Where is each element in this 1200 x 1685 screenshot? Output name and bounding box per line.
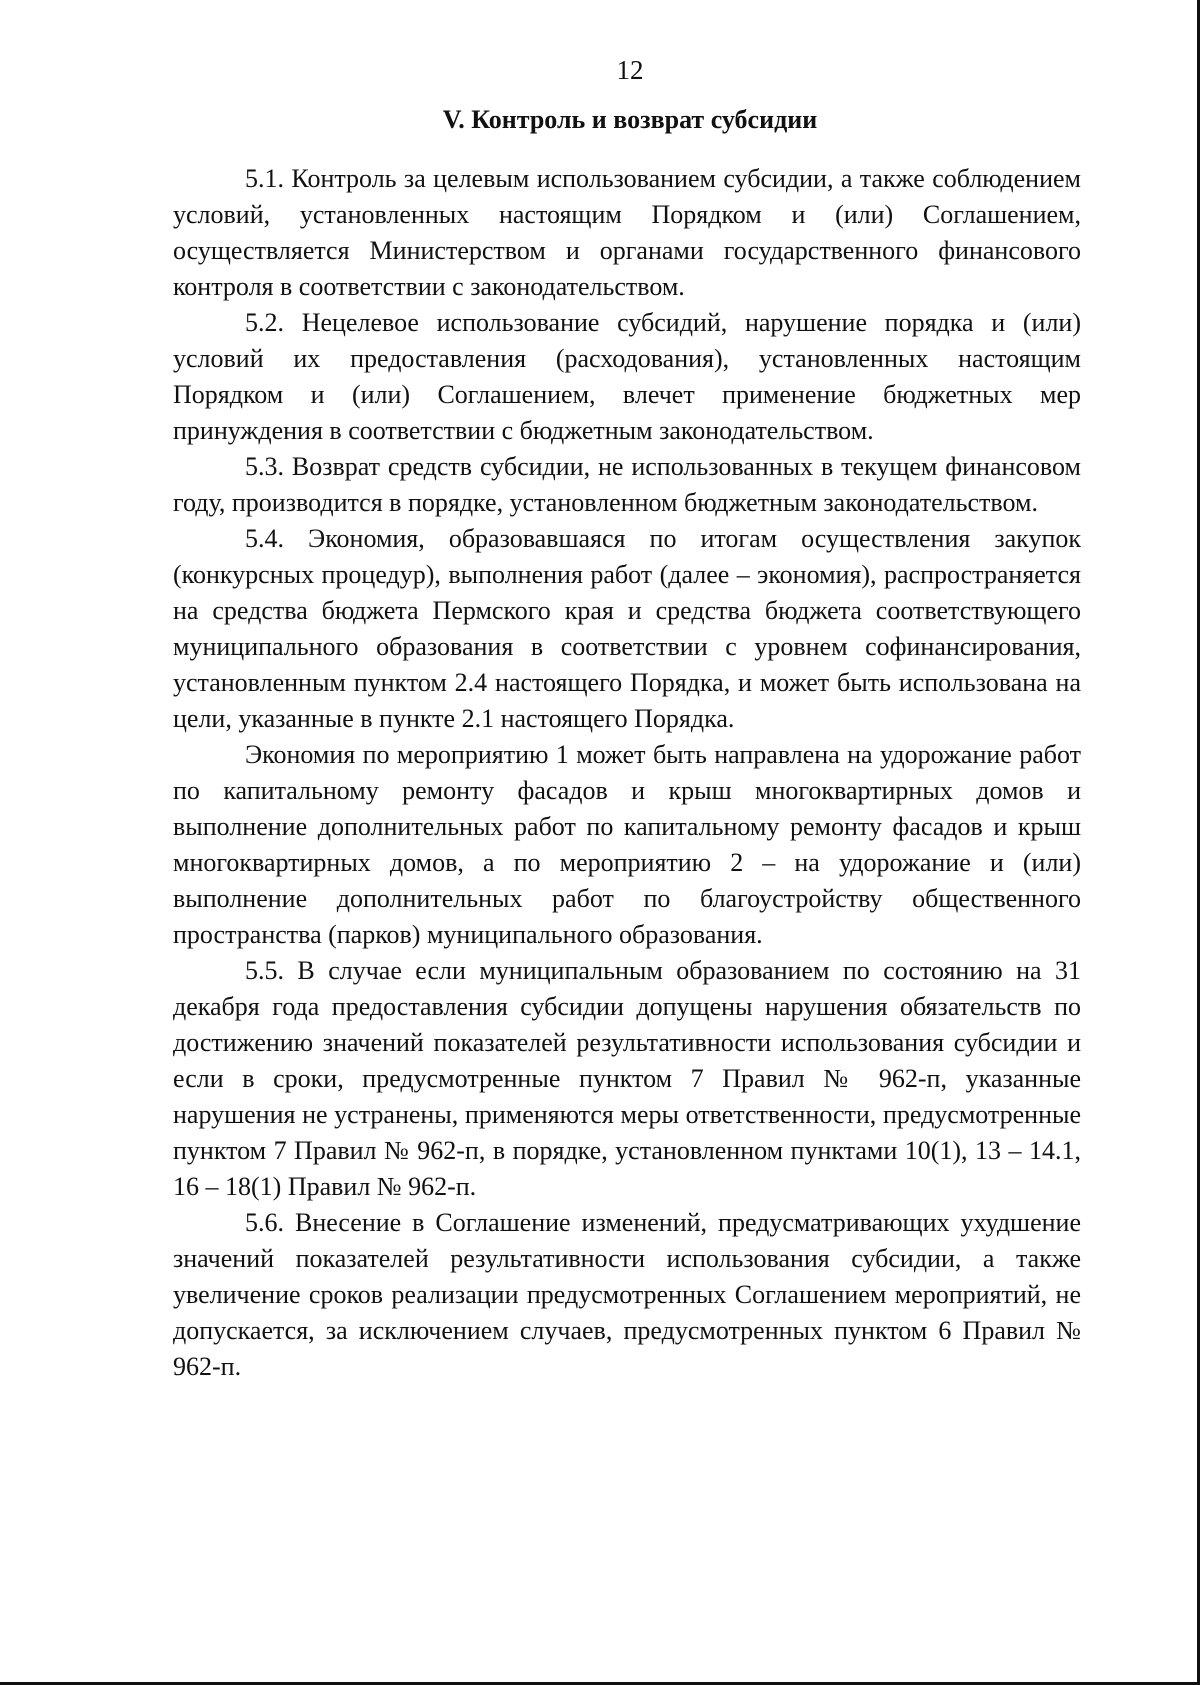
section-title: V. Контроль и возврат субсидии bbox=[442, 105, 818, 134]
paragraph-economy: Экономия по мероприятию 1 может быть направлена на удорожание работ по капитальному ремонту фасадов и крыш многоквартирных домов и выполнение дополнительных работ по капитальному ремонту фасадов и крыш многоквартирных домов, а по мероприятию 2 – на удорожание и (или) выполнение дополнительных работ по благоустройству общественного пространства (парков) муниципального образования. bbox=[173, 740, 1081, 949]
paragraph-5-4: 5.4. Экономия, образовавшаяся по итогам осуществления закупок (конкурсных процедур), выполнения работ (далее – экономия), распространяется на средства бюджета Пермского края и средства бюджета соответствующего муниципального образования в соответствии с уровнем софинансирования, установленным пунктом 2.4 настоящего Порядка, и может быть использована на цели, указанные в пункте 2.1 настоящего Порядка. bbox=[173, 524, 1081, 733]
page-number: 12 bbox=[616, 55, 644, 85]
document-body bbox=[173, 161, 1081, 1385]
paragraph-5-3: 5.3. Возврат средств субсидии, не использованных в текущем финансовом году, производится в порядке, установленном бюджетным законодательством. bbox=[173, 452, 1081, 517]
paragraph-5-2: 5.2. Нецелевое использование субсидий, нарушение порядка и (или) условий их предоставления (расходования), установленных настоящим Порядком и (или) Соглашением, влечет применение бюджетных мер принуждения в соответствии с бюджетным законодательством. bbox=[173, 308, 1081, 445]
paragraph-5-1: 5.1. Контроль за целевым использованием субсидии, а также соблюдением условий, установленных настоящим Порядком и (или) Соглашением, осуществляется Министерством и органами государственного финансового контроля в соответствии с законодательством. bbox=[173, 164, 1081, 301]
paragraph-5-5: 5.5. В случае если муниципальным образованием по состоянию на 31 декабря года предоставления субсидии допущены нарушения обязательств по достижению значений показателей результативности использования субсидии и если в сроки, предусмотренные пунктом 7 Правил № 962-п, указанные нарушения не устранены, применяются меры ответственности, предусмотренные пунктом 7 Правил № 962-п, в порядке, установленном пунктами 10(1), 13 – 14.1, 16 – 18(1) Правил № 962-п. bbox=[173, 956, 1081, 1201]
paragraph-5-6: 5.6. Внесение в Соглашение изменений, предусматривающих ухудшение значений показателей результативности использования субсидии, а также увеличение сроков реализации предусмотренных Соглашением мероприятий, не допускается, за исключением случаев, предусмотренных пунктом 6 Правил № 962-п. bbox=[173, 1208, 1081, 1381]
